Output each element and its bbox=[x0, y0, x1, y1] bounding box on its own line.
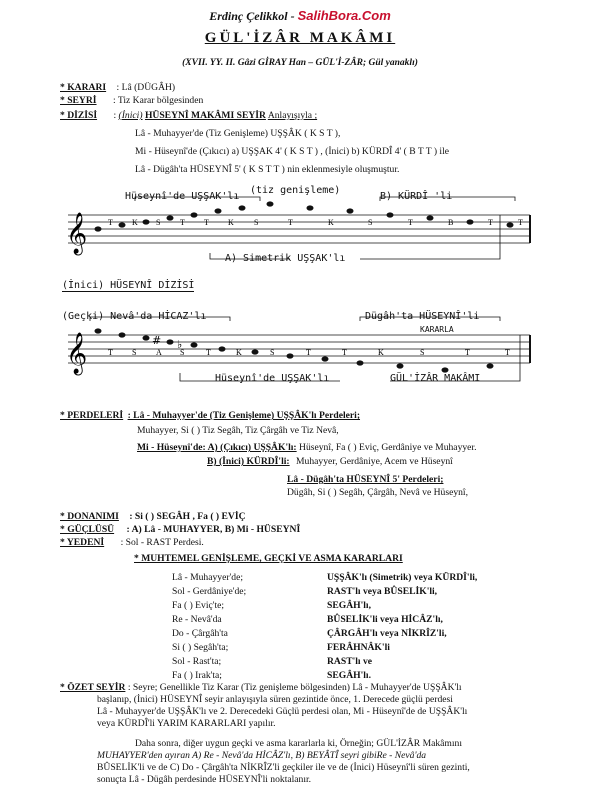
karari-value: : Lâ (DÜGÂH) bbox=[116, 82, 176, 93]
seyri-row bbox=[60, 95, 203, 106]
step-label: S bbox=[368, 218, 373, 227]
perdeleri-row bbox=[60, 410, 360, 421]
staff-1-label-bottom: A) Simetrik UŞŞAK'lı bbox=[225, 253, 346, 264]
step-label: S bbox=[180, 348, 185, 357]
svg-text:♭: ♭ bbox=[177, 338, 183, 351]
perdeleri-d-body: Dügâh, Si ( ) Segâh, Çârgâh, Nevâ ve Hüseynî, bbox=[287, 487, 468, 498]
step-label: K bbox=[236, 348, 242, 357]
step-label: A bbox=[156, 348, 162, 357]
karari-label: * KARARI bbox=[60, 82, 107, 93]
staff-2-label-left: (Geçki) Nevâ'da HİCAZ'lı bbox=[62, 311, 207, 322]
step-label: T bbox=[505, 348, 510, 357]
yedeni-row bbox=[60, 537, 204, 548]
muhtemel-row-right: FERÂHNÂK'li bbox=[327, 642, 390, 653]
treble-clef-icon: 𝄞 bbox=[66, 333, 88, 374]
donanimi-label: * DONANIMI bbox=[60, 511, 119, 522]
muhtemel-row bbox=[172, 600, 512, 614]
step-label: S bbox=[132, 348, 137, 357]
muhtemel-title bbox=[134, 553, 403, 564]
dizisi-intro-bold: HÜSEYNÎ MAKÂMI SEYİR bbox=[144, 110, 266, 121]
ozet-label: * ÖZET SEYİR bbox=[60, 682, 126, 693]
staff-2-label-top bbox=[62, 280, 194, 291]
staff-1-label-left: Hüseynî'de UŞŞAK'lı bbox=[125, 191, 240, 202]
muhtemel-row-right: BÛSELİK'li veya HİCÂZ'lı, bbox=[327, 614, 443, 625]
page-header bbox=[0, 8, 600, 24]
muhtemel-row bbox=[172, 614, 512, 628]
dizisi-intro-italic: (İnici) bbox=[118, 110, 143, 121]
ozet-p1-line-1: : Seyre; Genellikle Tiz Karar (Tiz genişleme bölgesinden) Lâ - Muhayyer'de UŞŞÂK'lı bbox=[127, 682, 462, 693]
step-label: K bbox=[228, 218, 234, 227]
step-label: T bbox=[342, 348, 347, 357]
muhtemel-row bbox=[172, 656, 512, 670]
step-label: K bbox=[132, 218, 138, 227]
staff-2-top-text: (İnici) HÜSEYNÎ DİZİSİ bbox=[62, 280, 195, 291]
yedeni-label: * YEDENİ bbox=[60, 537, 105, 548]
muhtemel-row-left: Si ( ) Segâh'ta; bbox=[172, 642, 229, 653]
ozet-p2-line-4: sonuçta Lâ - Dügâh perdesinde HÜSEYNÎ'li noktalanır. bbox=[97, 774, 312, 785]
step-label: S bbox=[420, 348, 425, 357]
step-label: T bbox=[408, 218, 413, 227]
muhtemel-row-right: RAST'lı veya BÛSELİK'li, bbox=[327, 586, 438, 597]
perdeleri-label: * PERDELERİ bbox=[60, 410, 124, 421]
step-label: B bbox=[448, 218, 454, 227]
ozet-p2-line-3: BÛSELİK'li ve de C) Do - Çârgâh'ta NİKRÎZ'li geçkiler ile ve de (İnici) Hüseynî'li süren gezinti, bbox=[97, 762, 470, 773]
step-label: K bbox=[328, 218, 334, 227]
ozet-p2-line-2: MUHAYYER'den ayıran A) Re - Nevâ'da HİCÂZ'lı, B) BEYÂTÎ seyri gibiRe - Nevâ'da bbox=[97, 750, 427, 761]
muhtemel-row-left: Sol - Gerdâniye'de; bbox=[172, 586, 247, 597]
guclusu-value: : A) Lâ - MUHAYYER, B) Mi - HÜSEYNÎ bbox=[126, 524, 301, 535]
perdeleri-a-title: : Lâ - Muhayyer'de (Tiz Genişleme) UŞŞÂK'lı Perdeleri; bbox=[127, 410, 361, 421]
muhtemel-row-left: Fa ( ) Irak'ta; bbox=[172, 670, 222, 681]
muhtemel-row bbox=[172, 586, 512, 600]
seyri-label: * SEYRİ bbox=[60, 95, 97, 106]
perdeleri-b-row bbox=[137, 442, 476, 453]
staff-2-label-bottom-right: GÜL'İZÂR MAKÂMI bbox=[390, 373, 481, 384]
ozet-p1-line-2: başlanıp, (İnici) HÜSEYNÎ seyir anlayışıyla süren gezintide önce, 1. Derecede güçlü perdesi bbox=[97, 694, 453, 705]
muhtemel-row-right: UŞŞÂK'lı (Simetrik) veya KÜRDÎ'li, bbox=[327, 572, 478, 583]
muhtemel-row-left: Do - Çârgâh'ta bbox=[172, 628, 228, 639]
donanimi-value: : Si ( ) SEGÂH , Fa ( ) EVİÇ bbox=[129, 511, 246, 522]
dizisi-line-1: Lâ - Muhayyer'de (Tiz Genişleme) UŞŞÂK ( K S T ), bbox=[135, 128, 341, 139]
page-subtitle: (XVII. YY. II. Gâzi GİRAY Han – GÜL'İ-ZÂR; Gül yanaklı) bbox=[182, 58, 418, 68]
karari-row bbox=[60, 82, 175, 93]
step-label: T bbox=[518, 218, 523, 227]
perdeleri-a-body: Muhayyer, Si ( ) Tiz Segâh, Tiz Çârgâh ve Tiz Nevâ, bbox=[137, 425, 339, 436]
dizisi-line-3: Lâ - Dügâh'ta HÜSEYNÎ 5' ( K S T T ) nin eklenmesiyle oluşmuştur. bbox=[135, 164, 400, 175]
author-name: Erdinç Çelikkol - bbox=[209, 9, 298, 23]
ozet-p1-line-4: veya KÜRDÎ'li YARIM KARARLARI yapılır. bbox=[97, 718, 276, 729]
muhtemel-row-left: Lâ - Muhayyer'de; bbox=[172, 572, 243, 583]
staff-2-label-right: Dügâh'ta HÜSEYNÎ'li bbox=[365, 311, 480, 322]
page-title: GÜL'İZÂR MAKÂMI bbox=[204, 30, 396, 46]
ozet-p2-line-1: Daha sonra, diğer uygun geçki ve asma kararlarla ki, Örneğin; GÜL'İZÂR Makâmını bbox=[135, 738, 463, 749]
dizisi-intro-post: Anlayışıyla ; bbox=[267, 110, 318, 121]
muhtemel-row-right: ÇÂRGÂH'lı veya NİKRÎZ'li, bbox=[327, 628, 447, 639]
perdeleri-d-title bbox=[287, 474, 443, 485]
step-label: T bbox=[108, 348, 113, 357]
staff-2 bbox=[60, 305, 535, 390]
staff-2-label-karar: KARARLA bbox=[420, 325, 454, 334]
step-label: T bbox=[180, 218, 185, 227]
svg-text:#: # bbox=[152, 334, 162, 347]
perdeleri-b-title: Mi - Hüseynî'de: A) (Çıkıcı) UŞŞÂK'lı: bbox=[137, 442, 297, 453]
muhtemel-row bbox=[172, 642, 512, 656]
treble-clef-icon: 𝄞 bbox=[66, 213, 88, 254]
seyri-value: : Tiz Karar bölgesinden bbox=[112, 95, 204, 106]
guclusu-label: * GÜÇLÜSÜ bbox=[60, 524, 115, 535]
muhtemel-row-right: SEGÂH'lı, bbox=[327, 600, 371, 611]
ozet-p1-line-3: Lâ - Muhayyer'de UŞŞÂK'lı ve 2. Derecedeki Güçlü perdesi olan, Mi - Hüseynî'de de UŞŞÂK'lı bbox=[97, 706, 468, 717]
muhtemel-row bbox=[172, 572, 512, 586]
perdeleri-c-row bbox=[207, 456, 453, 467]
step-label: T bbox=[488, 218, 493, 227]
dizisi-row bbox=[60, 110, 317, 121]
yedeni-value: : Sol - RAST Perdesi. bbox=[120, 537, 204, 548]
dizisi-line-2: Mi - Hüseynî'de (Çıkıcı) a) UŞŞAK 4' ( K S T ) , (İnici) b) KÜRDÎ 4' ( B T T ) ile bbox=[135, 146, 450, 157]
dizisi-intro-pre: : bbox=[113, 110, 117, 121]
muhtemel-table bbox=[172, 572, 512, 684]
muhtemel-row-left: Re - Nevâ'da bbox=[172, 614, 222, 625]
staff-1-label-right: B) KÜRDÎ 'li bbox=[380, 191, 453, 202]
perdeleri-c-title: B) (İnici) KÜRDÎ'li: bbox=[207, 456, 290, 467]
muhtemel-row-left: Sol - Rast'ta; bbox=[172, 656, 222, 667]
staff-1-label-mid: (tiz genişleme) bbox=[250, 185, 341, 196]
muhtemel-row-right: SEGÂH'lı. bbox=[327, 670, 371, 681]
step-label: T bbox=[204, 218, 209, 227]
step-label: T bbox=[465, 348, 470, 357]
step-label: T bbox=[306, 348, 311, 357]
perdeleri-c-body: Muhayyer, Gerdâniye, Acem ve Hüseynî bbox=[296, 456, 453, 467]
ozet-row bbox=[60, 682, 462, 693]
perdeleri-b-body: Hüseynî, Fa ( ) Eviç, Gerdâniye ve Muhayyer. bbox=[299, 442, 477, 453]
step-label: S bbox=[270, 348, 275, 357]
step-label: K bbox=[378, 348, 384, 357]
muhtemel-row bbox=[172, 628, 512, 642]
staff-2-label-bottom-left: Hüseynî'de UŞŞAK'lı bbox=[215, 373, 330, 384]
staff-1 bbox=[60, 185, 535, 270]
step-label: S bbox=[254, 218, 259, 227]
step-label: S bbox=[156, 218, 161, 227]
muhtemel-title-text: * MUHTEMEL GENİŞLEME, GEÇKİ VE ASMA KARARLARI bbox=[134, 553, 403, 564]
step-label: T bbox=[206, 348, 211, 357]
perdeleri-d-title-text: Lâ - Dügâh'ta HÜSEYNÎ 5' Perdeleri; bbox=[287, 474, 444, 485]
muhtemel-row-right: RAST'lı ve bbox=[327, 656, 373, 667]
step-label: T bbox=[108, 218, 113, 227]
dizisi-label: * DİZİSİ bbox=[60, 110, 98, 121]
step-label: T bbox=[288, 218, 293, 227]
staff-1-notes bbox=[95, 201, 514, 231]
muhtemel-row-left: Fa ( ) Eviç'te; bbox=[172, 600, 225, 611]
site-logo[interactable]: SalihBora.Com bbox=[297, 8, 391, 23]
guclusu-row bbox=[60, 524, 300, 535]
donanimi-row bbox=[60, 511, 246, 522]
